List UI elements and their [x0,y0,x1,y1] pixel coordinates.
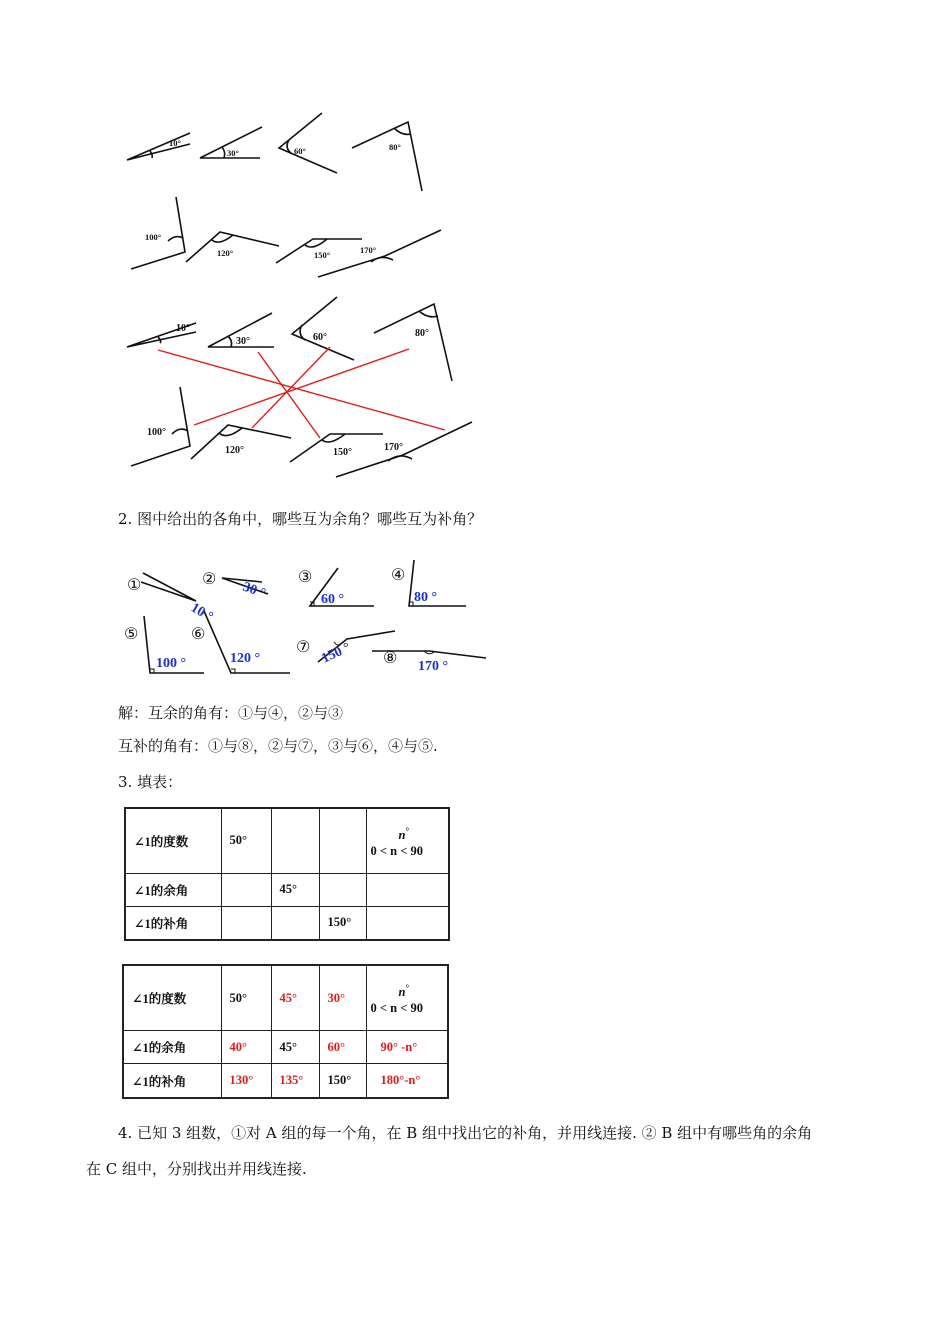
t2-range: 0 < n < 90 [370,1001,423,1016]
t2-supp-n: 180°-n° [366,1064,448,1098]
t1-row-label-comp: ∠1的余角 [125,873,221,906]
fig2-label-30: 30° [236,336,250,347]
q2-num-8: ⑧ [383,650,398,667]
fig1-label-80: 80° [389,142,401,152]
t2-supp-2: 135° [271,1064,319,1098]
question4-line-1: 4. 已知 3 组数，①对 A 组的每一个角，在 B 组中找出它的补角，并用线连接. ② B 组中有哪些角的余角 [118,1124,813,1142]
t2-deg-n [366,965,448,1031]
fig1-label-120: 120° [217,248,234,258]
fig1-angle-80 [352,122,422,191]
q2-value-170: 170 ° [418,659,449,674]
q2-num-1: ① [127,577,142,594]
t1-supp-3: 150° [319,906,366,940]
question4-line-2: 在 C 组中，分别找出并用线连接. [86,1160,307,1178]
t2-row-label-deg: ∠1的度数 [123,965,221,1031]
q2-value-100: 100 ° [156,656,187,671]
t1-supp-1 [221,906,271,940]
t2-supp-3: 150° [319,1064,366,1098]
fig2-angle-80 [374,304,452,381]
t2-row-label-comp: ∠1的余角 [123,1031,221,1064]
q2-num-4: ④ [391,567,406,584]
fig2-label-10: 10° [176,323,190,334]
t1-deg-2 [271,808,319,873]
t2-row-label-supp: ∠1的补角 [123,1064,221,1098]
q2-num-5: ⑤ [124,626,139,643]
fig1-label-170: 170° [360,245,377,255]
t2-n-symbol: n [398,985,406,1000]
q2-value-30: 30 ° [240,579,268,602]
t1-n-degree: ° [405,825,410,836]
solution-line-1: 解：互余的角有：①与④，②与③ [118,704,344,722]
t1-supp-2 [271,906,319,940]
t2-supp-1: 130° [221,1064,271,1098]
t2-deg-1: 50° [221,965,271,1031]
fig2-angle-170 [336,422,472,477]
t2-deg-2: 45° [271,965,319,1031]
t1-comp-3 [319,873,366,906]
t1-supp-n [366,906,449,940]
t1-deg-3 [319,808,366,873]
q2-value-60: 60 ° [321,592,345,607]
t2-comp-n: 90° -n° [366,1031,448,1064]
q2-value-80: 80 ° [414,590,438,605]
fig2-label-150: 150° [333,447,352,458]
fig2-label-170: 170° [384,442,403,453]
t2-comp-2: 45° [271,1031,319,1064]
table-empty [124,807,450,941]
t2-comp-1: 40° [221,1031,271,1064]
q2-num-6: ⑥ [191,626,206,643]
q2-value-120: 120 ° [230,651,261,666]
fig1-angle-170 [318,230,441,277]
fig1-label-150: 150° [314,250,331,260]
q2-num-2: ② [202,571,217,588]
t1-row-label-deg: ∠1的度数 [125,808,221,873]
t1-range: 0 < n < 90 [370,843,423,858]
q2-value-10: 10 ° [188,600,216,626]
q2-num-3: ③ [298,569,313,586]
fig2-angle-60 [292,297,354,360]
fig2-label-100: 100° [147,427,166,438]
question2-text: 2. 图中给出的各角中，哪些互为余角？哪些互为补角？ [118,510,483,528]
fig1-label-30: 30° [227,148,239,158]
t2-comp-3: 60° [319,1031,366,1064]
question3-text: 3. 填表： [118,773,183,791]
fig2-label-80: 80° [415,328,429,339]
table-answers [122,964,449,1099]
fig2-label-60: 60° [313,332,327,343]
t1-comp-n [366,873,449,906]
matching-lines [158,347,445,438]
t2-deg-3: 30° [319,965,366,1031]
q2-num-7: ⑦ [296,639,311,656]
fig1-label-60: 60° [294,146,306,156]
question2-figure [0,560,950,680]
fig1-angle-60 [279,113,337,173]
t2-n-degree: ° [405,983,410,994]
fig2-label-120: 120° [225,445,244,456]
fig1-label-10: 10° [169,138,181,148]
t1-row-label-supp: ∠1的补角 [125,906,221,940]
t1-deg-1: 50° [221,808,271,873]
solution-line-2: 互补的角有：①与⑧，②与⑦，③与⑥，④与⑤. [118,737,438,755]
q2-value-150: 150 ° [319,640,353,667]
t1-deg-n [366,808,449,873]
t1-comp-1 [221,873,271,906]
t1-comp-2: 45° [271,873,319,906]
fig1-label-100: 100° [145,232,162,242]
t1-n-symbol: n [398,827,406,842]
